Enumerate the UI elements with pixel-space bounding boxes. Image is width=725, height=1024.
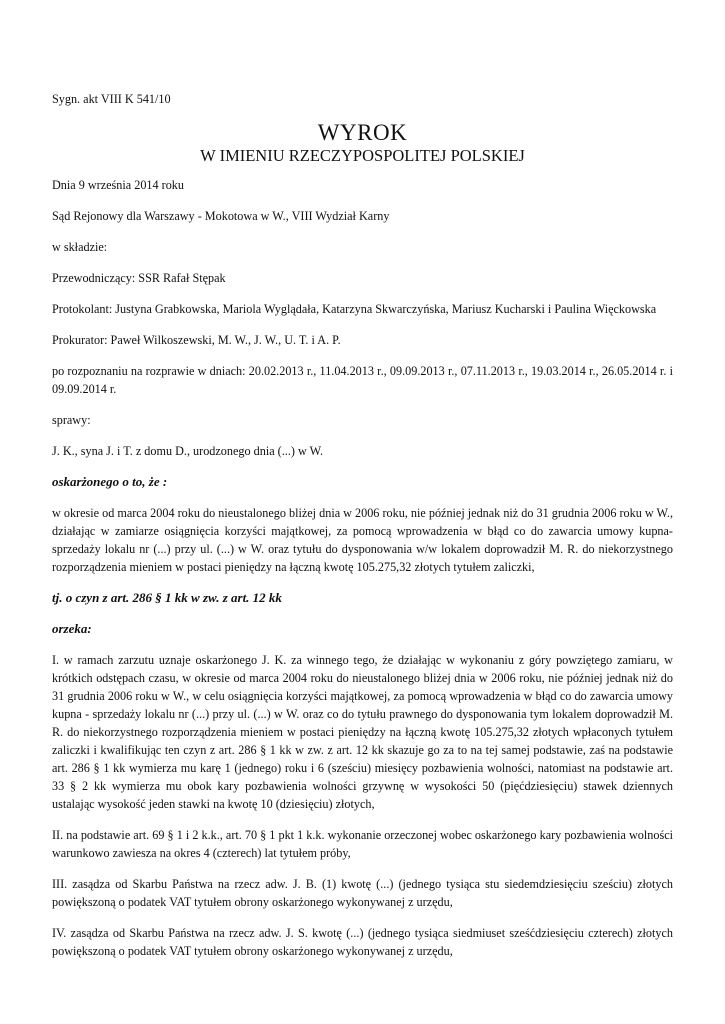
verdict-item: II. na podstawie art. 69 § 1 i 2 k.k., art. 70 § 1 pkt 1 k.k. wykonanie orzeczonej wobec oskarżonego kary pozbawienia wolności warunkowo zawiesza na okres 4 (czterech) lat tytułem próby, [52, 828, 673, 860]
case-label: sprawy: [52, 413, 91, 427]
document-page [52, 90, 673, 973]
document-subtitle: W IMIENIU RZECZYPOSPOLITEJ POLSKIEJ [200, 146, 525, 165]
court-clerks: Protokolant: Justyna Grabkowska, Mariola Wyglądała, Katarzyna Skwarczyńska, Mariusz Kucharski i Paulina Więckowska [52, 302, 657, 316]
composition-label: w składzie: [52, 240, 108, 254]
defendant-info: J. K., syna J. i T. z domu D., urodzonego dnia (...) w W. [52, 444, 324, 458]
verdict-date: Dnia 9 września 2014 roku [52, 178, 184, 192]
verdict-item: III. zasądza od Skarbu Państwa na rzecz adw. J. B. (1) kwotę (...) (jednego tysiąca stu siedemdziesięciu sześciu) złotych powiększoną o podatek VAT tytułem obrony oskarżonego wykonywanej z urzędu, [52, 877, 673, 909]
charge-text: w okresie od marca 2004 roku do nieustalonego bliżej dnia w 2006 roku, nie później jednak niż do 31 grudnia 2006 roku w W., działając w zamiarze osiągnięcia korzyści majątkowej, za pomocą wprowadzenia w błąd co do zawarcia umowy kupna-sprzedaży lokalu nr (...) przy ul. (...) w W. oraz tytułu do dysponowania w/w lokalem doprowadził M. R. do niekorzystnego rozporządzenia mieniem w postaci pieniędzy na łączną kwotę 105.275,32 złotych tytułem zaliczki, [52, 506, 673, 574]
charge-qualification: tj. o czyn z art. 286 § 1 kk w zw. z art. 12 kk [52, 590, 282, 605]
verdict-heading: orzeka: [52, 621, 92, 636]
prosecutors: Prokurator: Paweł Wilkoszewski, M. W., J. W., U. T. i A. P. [52, 333, 341, 347]
hearing-dates: po rozpoznaniu na rozprawie w dniach: 20.02.2013 r., 11.04.2013 r., 09.09.2013 r., 07.11.2013 r., 19.03.2014 r., 26.05.2014 r. i 09.09.2014 r. [52, 364, 673, 396]
verdict-item: IV. zasądza od Skarbu Państwa na rzecz adw. J. S. kwotę (...) (jednego tysiąca siedmiuset sześćdziesięciu czterech) złotych powiększoną o podatek VAT tytułem obrony oskarżonego wykonywanej z urzędu, [52, 926, 673, 958]
charge-heading: oskarżonego o to, że : [52, 474, 168, 489]
document-title: WYROK [317, 120, 408, 145]
court-name: Sąd Rejonowy dla Warszawy - Mokotowa w W., VIII Wydział Karny [52, 209, 390, 223]
case-number: Sygn. akt VIII K 541/10 [52, 92, 171, 106]
verdict-item: I. w ramach zarzutu uznaje oskarżonego J. K. za winnego tego, że działając w wykonaniu z góry powziętego zamiaru, w krótkich odstępach czasu, w okresie od marca 2004 roku do nieustalonego bliżej dnia w 2006 roku, nie później jednak niż do 31 grudnia 2006 roku w W., w celu osiągnięcia korzyści majątkowej, za pomocą wprowadzenia w błąd co do zawarcia umowy kupna - sprzedaży lokalu nr (...) przy ul. (...) w W. oraz co do tytułu prawnego do dysponowania tym lokalem doprowadził M. R. do niekorzystnego rozporządzenia mieniem w postaci pieniędzy na łączną kwotę 105.275,32 złotych wpłaconych tytułem zaliczki i kwalifikując ten czyn z art. 286 § 1 kk w zw. z art. 12 kk skazuje go za to na tej samej podstawie, zaś na podstawie art. 286 § 1 kk wymierza mu karę 1 (jednego) roku i 6 (sześciu) miesięcy pozbawienia wolności, natomiast na podstawie art. 33 § 2 kk wymierza mu obok kary pozbawienia wolności grzywnę w wysokości 50 (pięćdziesięciu) stawek dziennych ustalając wysokość jeden stawki na kwotę 10 (dziesięciu) złotych, [52, 653, 673, 811]
presiding-judge: Przewodniczący: SSR Rafał Stępak [52, 271, 226, 285]
